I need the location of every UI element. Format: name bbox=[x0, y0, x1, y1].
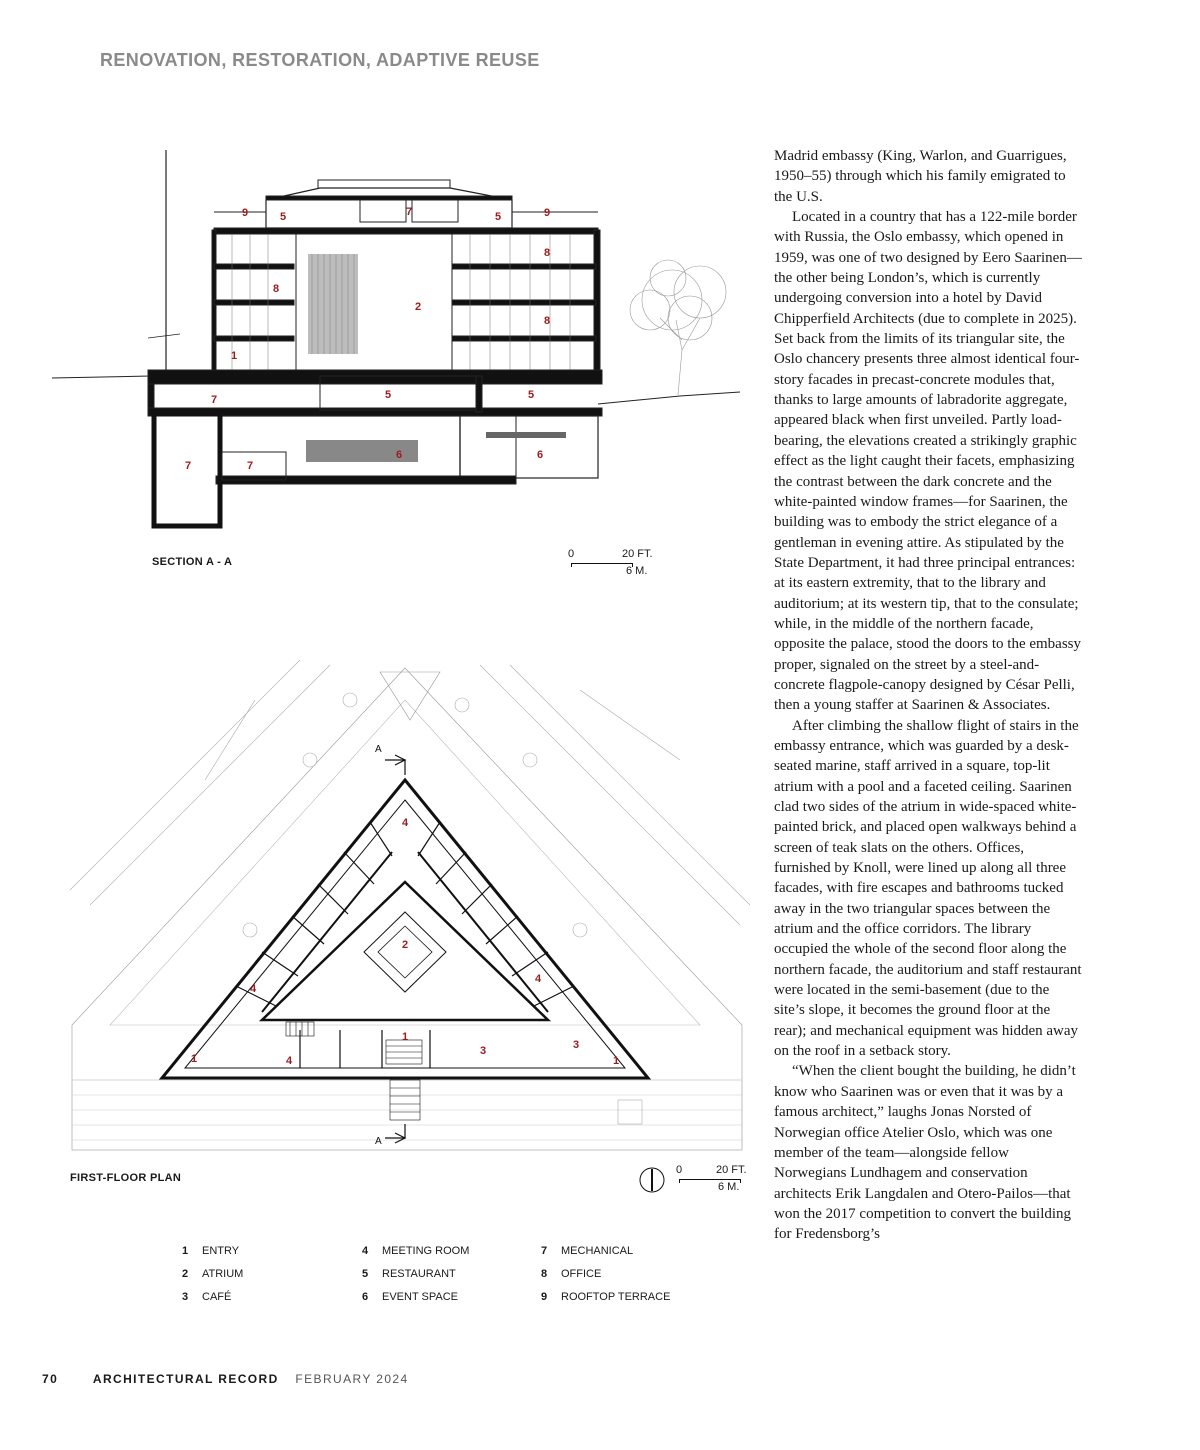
scale-feet: 20 FT. bbox=[716, 1164, 747, 1176]
section-mark-top: A bbox=[375, 744, 382, 755]
drawing-legend bbox=[182, 1245, 702, 1317]
scale-meters: 6 M. bbox=[626, 565, 648, 577]
section-label: 7 bbox=[405, 206, 413, 218]
scale-feet: 20 FT. bbox=[622, 548, 653, 560]
plan-label: 2 bbox=[401, 939, 409, 951]
legend-item: 9 ROOFTOP TERRACE bbox=[541, 1291, 671, 1303]
legend-item: 4 MEETING ROOM bbox=[362, 1245, 470, 1257]
issue-date: FEBRUARY 2024 bbox=[295, 1372, 409, 1386]
plan-label: 3 bbox=[572, 1039, 580, 1051]
page-number: 70 bbox=[42, 1372, 59, 1386]
section-label: 1 bbox=[230, 350, 238, 362]
legend-item: 1 ENTRY bbox=[182, 1245, 240, 1257]
plan-caption: FIRST-FLOOR PLAN bbox=[70, 1172, 182, 1184]
scale-zero: 0 bbox=[676, 1164, 683, 1176]
legend-item: 6 EVENT SPACE bbox=[362, 1291, 459, 1303]
section-label: 8 bbox=[543, 247, 551, 259]
plan-label: 4 bbox=[285, 1055, 293, 1067]
section-label: 7 bbox=[210, 394, 218, 406]
legend-item: 2 ATRIUM bbox=[182, 1268, 244, 1280]
section-heading: RENOVATION, RESTORATION, ADAPTIVE REUSE bbox=[100, 50, 540, 70]
plan-label: 1 bbox=[190, 1053, 198, 1065]
section-label: 5 bbox=[494, 211, 502, 223]
scale-meters: 6 M. bbox=[718, 1181, 740, 1193]
first-floor-plan-drawing bbox=[60, 655, 760, 1155]
section-caption: SECTION A - A bbox=[152, 556, 233, 568]
section-label: 5 bbox=[279, 211, 287, 223]
page-footer bbox=[42, 1372, 409, 1386]
legend-item: 8 OFFICE bbox=[541, 1268, 602, 1280]
section-label: 6 bbox=[536, 449, 544, 461]
section-label: 8 bbox=[543, 315, 551, 327]
article-paragraph: Madrid embassy (King, Warlon, and Guarrigues, 1950–55) through which his family emigrated to the U.S. bbox=[774, 148, 1067, 205]
north-arrow-icon bbox=[638, 1166, 666, 1194]
scale-line bbox=[571, 563, 633, 567]
section-label: 7 bbox=[184, 460, 192, 472]
plan-label: 3 bbox=[479, 1045, 487, 1057]
section-label: 5 bbox=[384, 389, 392, 401]
plan-scale-bar bbox=[676, 1164, 766, 1194]
article-paragraph: Located in a country that has a 122-mile border with Russia, the Oslo embassy, which opened in 1959, was one of two designed by Eero Saarinen—the other being London’s, which is currently undergoing conversion into a hotel by David Chipperfield Architects (due to complete in 2025). Set back from the limits of its triangular site, the Oslo chancery presents three almost identical four-story facades in precast-concrete modules that, thanks to large amounts of labradorite aggregate, appeared black when first unveiled. Partly load-bearing, the elevations created a strikingly graphic effect as the light caught their facets, emphasizing the contrast between the dark concrete and the white-painted window frames—for Saarinen, the building was to embody the strict elegance of a gentleman in evening attire. As stipulated by the State Department, it had three principal entrances: at its eastern extremity, that to the library and auditorium; at its western tip, that to the consulate; while, in the middle of the northern facade, opposite the palace, stood the doors to the embassy proper, signaled on the street by a steel-and-concrete flagpole-canopy designed by César Pelli, then a young staffer at Saarinen & Associates. bbox=[774, 209, 1082, 714]
section-a-a-drawing bbox=[50, 148, 740, 543]
legend-item: 5 RESTAURANT bbox=[362, 1268, 456, 1280]
legend-item: 3 CAFÉ bbox=[182, 1291, 232, 1303]
section-label: 5 bbox=[527, 389, 535, 401]
section-scale-bar bbox=[568, 548, 658, 578]
magazine-name: ARCHITECTURAL RECORD bbox=[92, 1372, 279, 1386]
section-label: 2 bbox=[414, 301, 422, 313]
section-label: 8 bbox=[272, 283, 280, 295]
scale-zero: 0 bbox=[568, 548, 575, 560]
plan-label: 1 bbox=[612, 1055, 620, 1067]
plan-label: 1 bbox=[401, 1031, 409, 1043]
article-paragraph: After climbing the shallow flight of stairs in the embassy entrance, which was guarded by a desk-seated marine, staff arrived in a square, top-lit atrium with a pool and a faceted ceiling. Saarinen clad two sides of the atrium in wide-spaced white-painted brick, and placed open walkways behind a screen of teak slats on the others. Offices, furnished by Knoll, were lined up along all three facades, with fire escapes and bathrooms tucked away in the two triangular spaces between the atrium and the office corridors. The library occupied the whole of the second floor along the northern facade, the auditorium and staff restaurant were located in the semi-basement (due to the site’s slope, it becomes the ground floor at the rear); and mechanical equipment was hidden away on the roof in a setback story. bbox=[774, 717, 1082, 1060]
plan-label: 4 bbox=[249, 983, 257, 995]
plan-label: 4 bbox=[534, 973, 542, 985]
section-label: 6 bbox=[395, 449, 403, 461]
section-label: 9 bbox=[543, 207, 551, 219]
section-label: 7 bbox=[246, 460, 254, 472]
article-paragraph: “When the client bought the building, he didn’t know who Saarinen was or even that it was by a famous architect,” laughs Jonas Norsted of Norwegian office Atelier Oslo, which was one member of the team—alongside fellow Norwegians Lundhagem and conservation architects Erik Langdalen and Otero-Pailos—that won the 2017 competition to convert the building for Fredensborg’s bbox=[774, 1063, 1076, 1243]
section-label: 9 bbox=[241, 207, 249, 219]
article-body bbox=[774, 146, 1082, 1245]
legend-item: 7 MECHANICAL bbox=[541, 1245, 634, 1257]
plan-label: 4 bbox=[401, 817, 409, 829]
section-mark-bottom: A bbox=[375, 1136, 382, 1147]
